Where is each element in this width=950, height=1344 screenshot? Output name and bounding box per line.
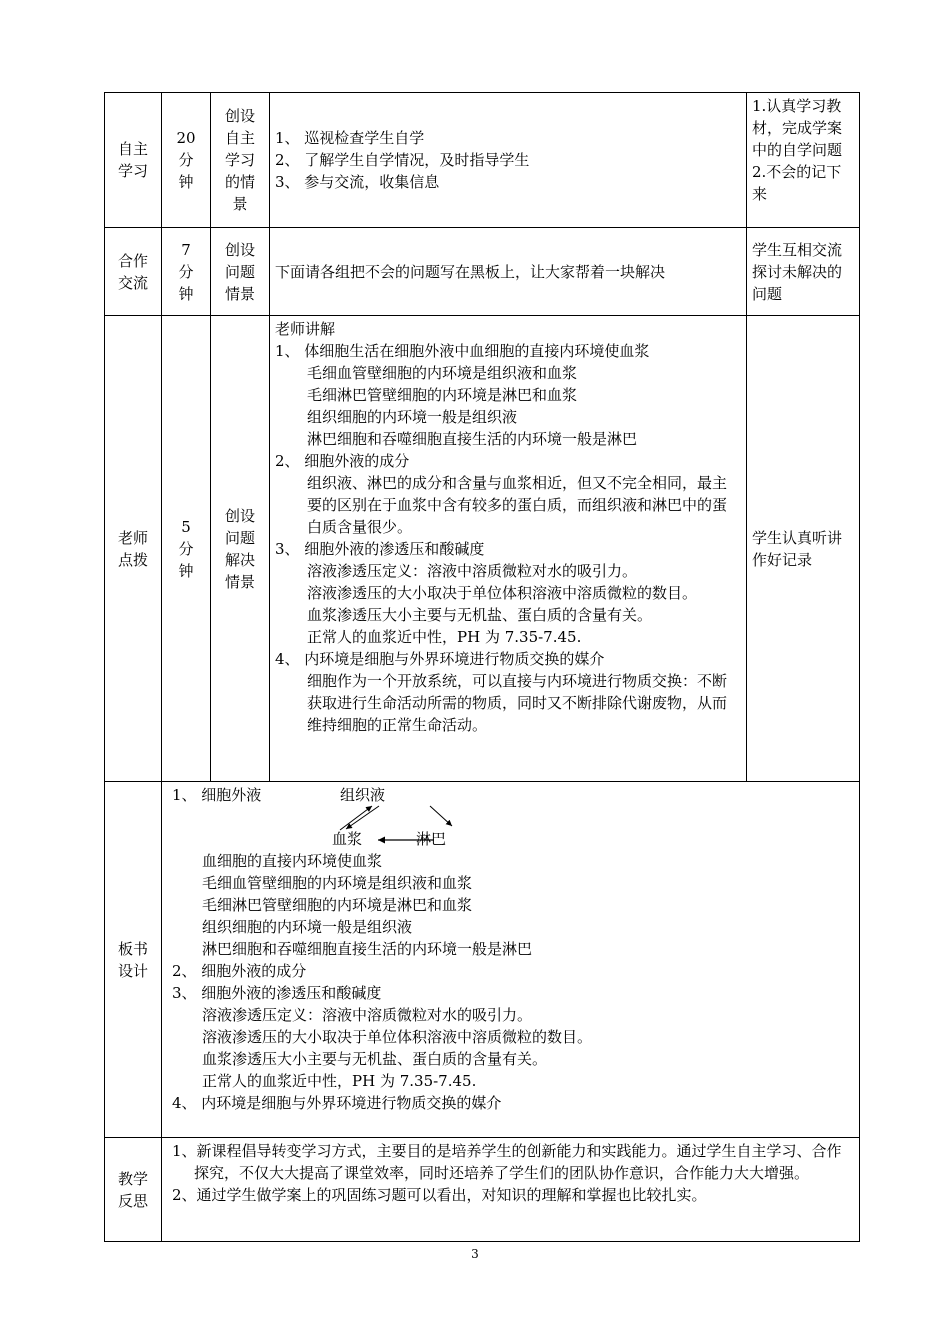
student-activity-cell: 学生互相交流探讨未解决的问题: [747, 228, 860, 316]
board-line: 正常人的血浆近中性，PH 为 7.35-7.45.: [202, 1072, 477, 1090]
board-line: 血浆渗透压大小主要与无机盐、蛋白质的含量有关。: [202, 1050, 548, 1068]
stage-text: 学习: [117, 162, 148, 180]
time-cell: [162, 228, 211, 316]
reflection-item: 1、新课程倡导转变学习方式，主要目的是培养学生的创新能力和实践能力。通过学生自主学习、合作探究，不仅大大提高了课堂效率，同时还培养了学生们的团队协作意识，合作能力大大增强。: [172, 1142, 842, 1182]
row-self-study: [105, 93, 860, 228]
row-cooperation: [105, 228, 860, 316]
point-line: 淋巴细胞和吞噬细胞直接生活的内环境一般是淋巴: [307, 430, 638, 448]
student-item: 2.不会的记下来: [752, 163, 842, 203]
board-line: 溶液渗透压的大小取决于单位体积溶液中溶质微粒的数目。: [202, 1028, 593, 1046]
time-text: 20: [176, 129, 196, 147]
stage-text: 设计: [117, 961, 148, 980]
point-line: 溶液渗透压定义：溶液中溶质微粒对水的吸引力。: [307, 562, 638, 580]
teacher-item: 1、 巡视检查学生自学: [275, 129, 425, 147]
page-number: 3: [471, 1247, 479, 1261]
time-text: 分: [178, 539, 194, 558]
board-line: 淋巴细胞和吞噬细胞直接生活的内环境一般是淋巴: [202, 940, 533, 958]
method-text: 情景: [224, 572, 255, 591]
point-line: 血浆渗透压大小主要与无机盐、蛋白质的含量有关。: [307, 606, 653, 624]
point-heading: 2、 细胞外液的成分: [275, 452, 410, 470]
time-text: 分: [178, 262, 194, 281]
point-line: 毛细血管壁细胞的内环境是组织液和血浆: [307, 364, 578, 382]
point-line: 溶液渗透压的大小取决于单位体积溶液中溶质微粒的数目。: [307, 584, 698, 602]
teacher-item: 2、 了解学生自学情况，及时指导学生: [275, 151, 530, 169]
board-design-cell: [162, 782, 860, 1138]
diagram-node-plasma: 血浆: [332, 830, 363, 848]
board-line: 毛细淋巴管壁细胞的内环境是淋巴和血浆: [202, 896, 473, 914]
board-line: 组织细胞的内环境一般是组织液: [202, 918, 413, 936]
point-heading: 4、 内环境是细胞与外界环境进行物质交换的媒介: [275, 650, 605, 668]
stage-text: 反思: [117, 1191, 148, 1210]
method-text: 问题: [224, 262, 255, 281]
time-text: 7: [181, 240, 191, 259]
teacher-activity-cell: 下面请各组把不会的问题写在黑板上，让大家帮着一块解决: [270, 228, 747, 316]
teacher-activity-cell: [270, 93, 747, 228]
time-text: 钟: [178, 284, 194, 303]
point-line: 组织细胞的内环境一般是组织液: [307, 408, 518, 426]
method-text: 情景: [224, 284, 255, 303]
point-line: 正常人的血浆近中性，PH 为 7.35-7.45.: [307, 628, 582, 646]
method-text: 创设: [224, 240, 255, 259]
method-text: 解决: [224, 550, 255, 569]
row-teaching-reflection: [105, 1138, 860, 1242]
time-text: 5: [181, 517, 191, 536]
diagram-node-lymph: 淋巴: [416, 830, 447, 848]
point-line: 组织液、淋巴的成分和含量与血浆相近，但又不完全相同，最主要的区别在于血浆中含有较多的蛋白质，而组织液和淋巴中的蛋白质含量很少。: [307, 474, 728, 536]
board-item-heading: 3、 细胞外液的渗透压和酸碱度: [172, 984, 382, 1002]
point-line: 毛细淋巴管壁细胞的内环境是淋巴和血浆: [307, 386, 578, 404]
method-text: 自主: [224, 129, 255, 147]
point-heading: 3、 细胞外液的渗透压和酸碱度: [275, 540, 485, 558]
student-activity-cell: [747, 93, 860, 228]
student-item: 1.认真学习教材，完成学案中的自学问题: [752, 97, 843, 159]
board-item-heading: 2、 细胞外液的成分: [172, 962, 307, 980]
board-line: 毛细血管壁细胞的内环境是组织液和血浆: [202, 874, 473, 892]
method-text: 景: [232, 195, 248, 213]
stage-text: 板书: [117, 939, 148, 958]
time-text: 钟: [178, 173, 194, 191]
stage-text: 教学: [117, 1169, 148, 1188]
point-line: 细胞作为一个开放系统，可以直接与内环境进行物质交换：不断获取进行生命活动所需的物质，同时又不断排除代谢废物，从而维持细胞的正常生命活动。: [307, 672, 728, 734]
method-text: 创设: [224, 506, 255, 525]
method-text: 学习: [224, 151, 255, 169]
time-cell: [162, 316, 211, 782]
diagram-node-tissue-fluid: 组织液: [340, 786, 386, 804]
board-line: 溶液渗透压定义：溶液中溶质微粒对水的吸引力。: [202, 1006, 533, 1024]
time-text: 分: [178, 151, 194, 169]
method-cell: [211, 93, 270, 228]
stage-cell: [105, 316, 162, 782]
stage-text: 交流: [117, 273, 148, 292]
student-activity-cell: 学生认真听讲作好记录: [747, 316, 860, 782]
reflection-cell: [162, 1138, 860, 1242]
method-text: 的情: [224, 173, 255, 191]
stage-cell: [105, 93, 162, 228]
board-line: 血细胞的直接内环境使血浆: [202, 852, 383, 870]
stage-text: 老师: [117, 528, 148, 547]
stage-cell: [105, 782, 162, 1138]
row-board-design: [105, 782, 860, 1138]
stage-text: 自主: [117, 140, 148, 158]
stage-cell: [105, 1138, 162, 1242]
method-cell: [211, 316, 270, 782]
method-text: 问题: [224, 528, 255, 547]
board-item-heading: 4、 内环境是细胞与外界环境进行物质交换的媒介: [172, 1094, 502, 1112]
teacher-item: 3、 参与交流，收集信息: [275, 173, 440, 191]
explanation-intro: 老师讲解: [275, 320, 336, 338]
fluid-relationship-diagram: [172, 784, 854, 850]
board-item-heading: 1、 细胞外液: [172, 786, 262, 804]
stage-text: 点拨: [117, 550, 148, 569]
method-text: 创设: [224, 107, 255, 125]
stage-text: 合作: [117, 251, 148, 270]
lesson-plan-table: [104, 92, 860, 1242]
stage-cell: [105, 228, 162, 316]
time-cell: [162, 93, 211, 228]
reflection-item: 2、通过学生做学案上的巩固练习题可以看出，对知识的理解和掌握也比较扎实。: [172, 1186, 707, 1204]
time-text: 钟: [178, 561, 194, 580]
row-teacher-guidance: [105, 316, 860, 782]
method-cell: [211, 228, 270, 316]
point-heading: 1、 体细胞生活在细胞外液中血细胞的直接内环境使血浆: [275, 342, 650, 360]
teacher-explanation-cell: [270, 316, 747, 782]
diagram-arrows: [172, 784, 492, 850]
